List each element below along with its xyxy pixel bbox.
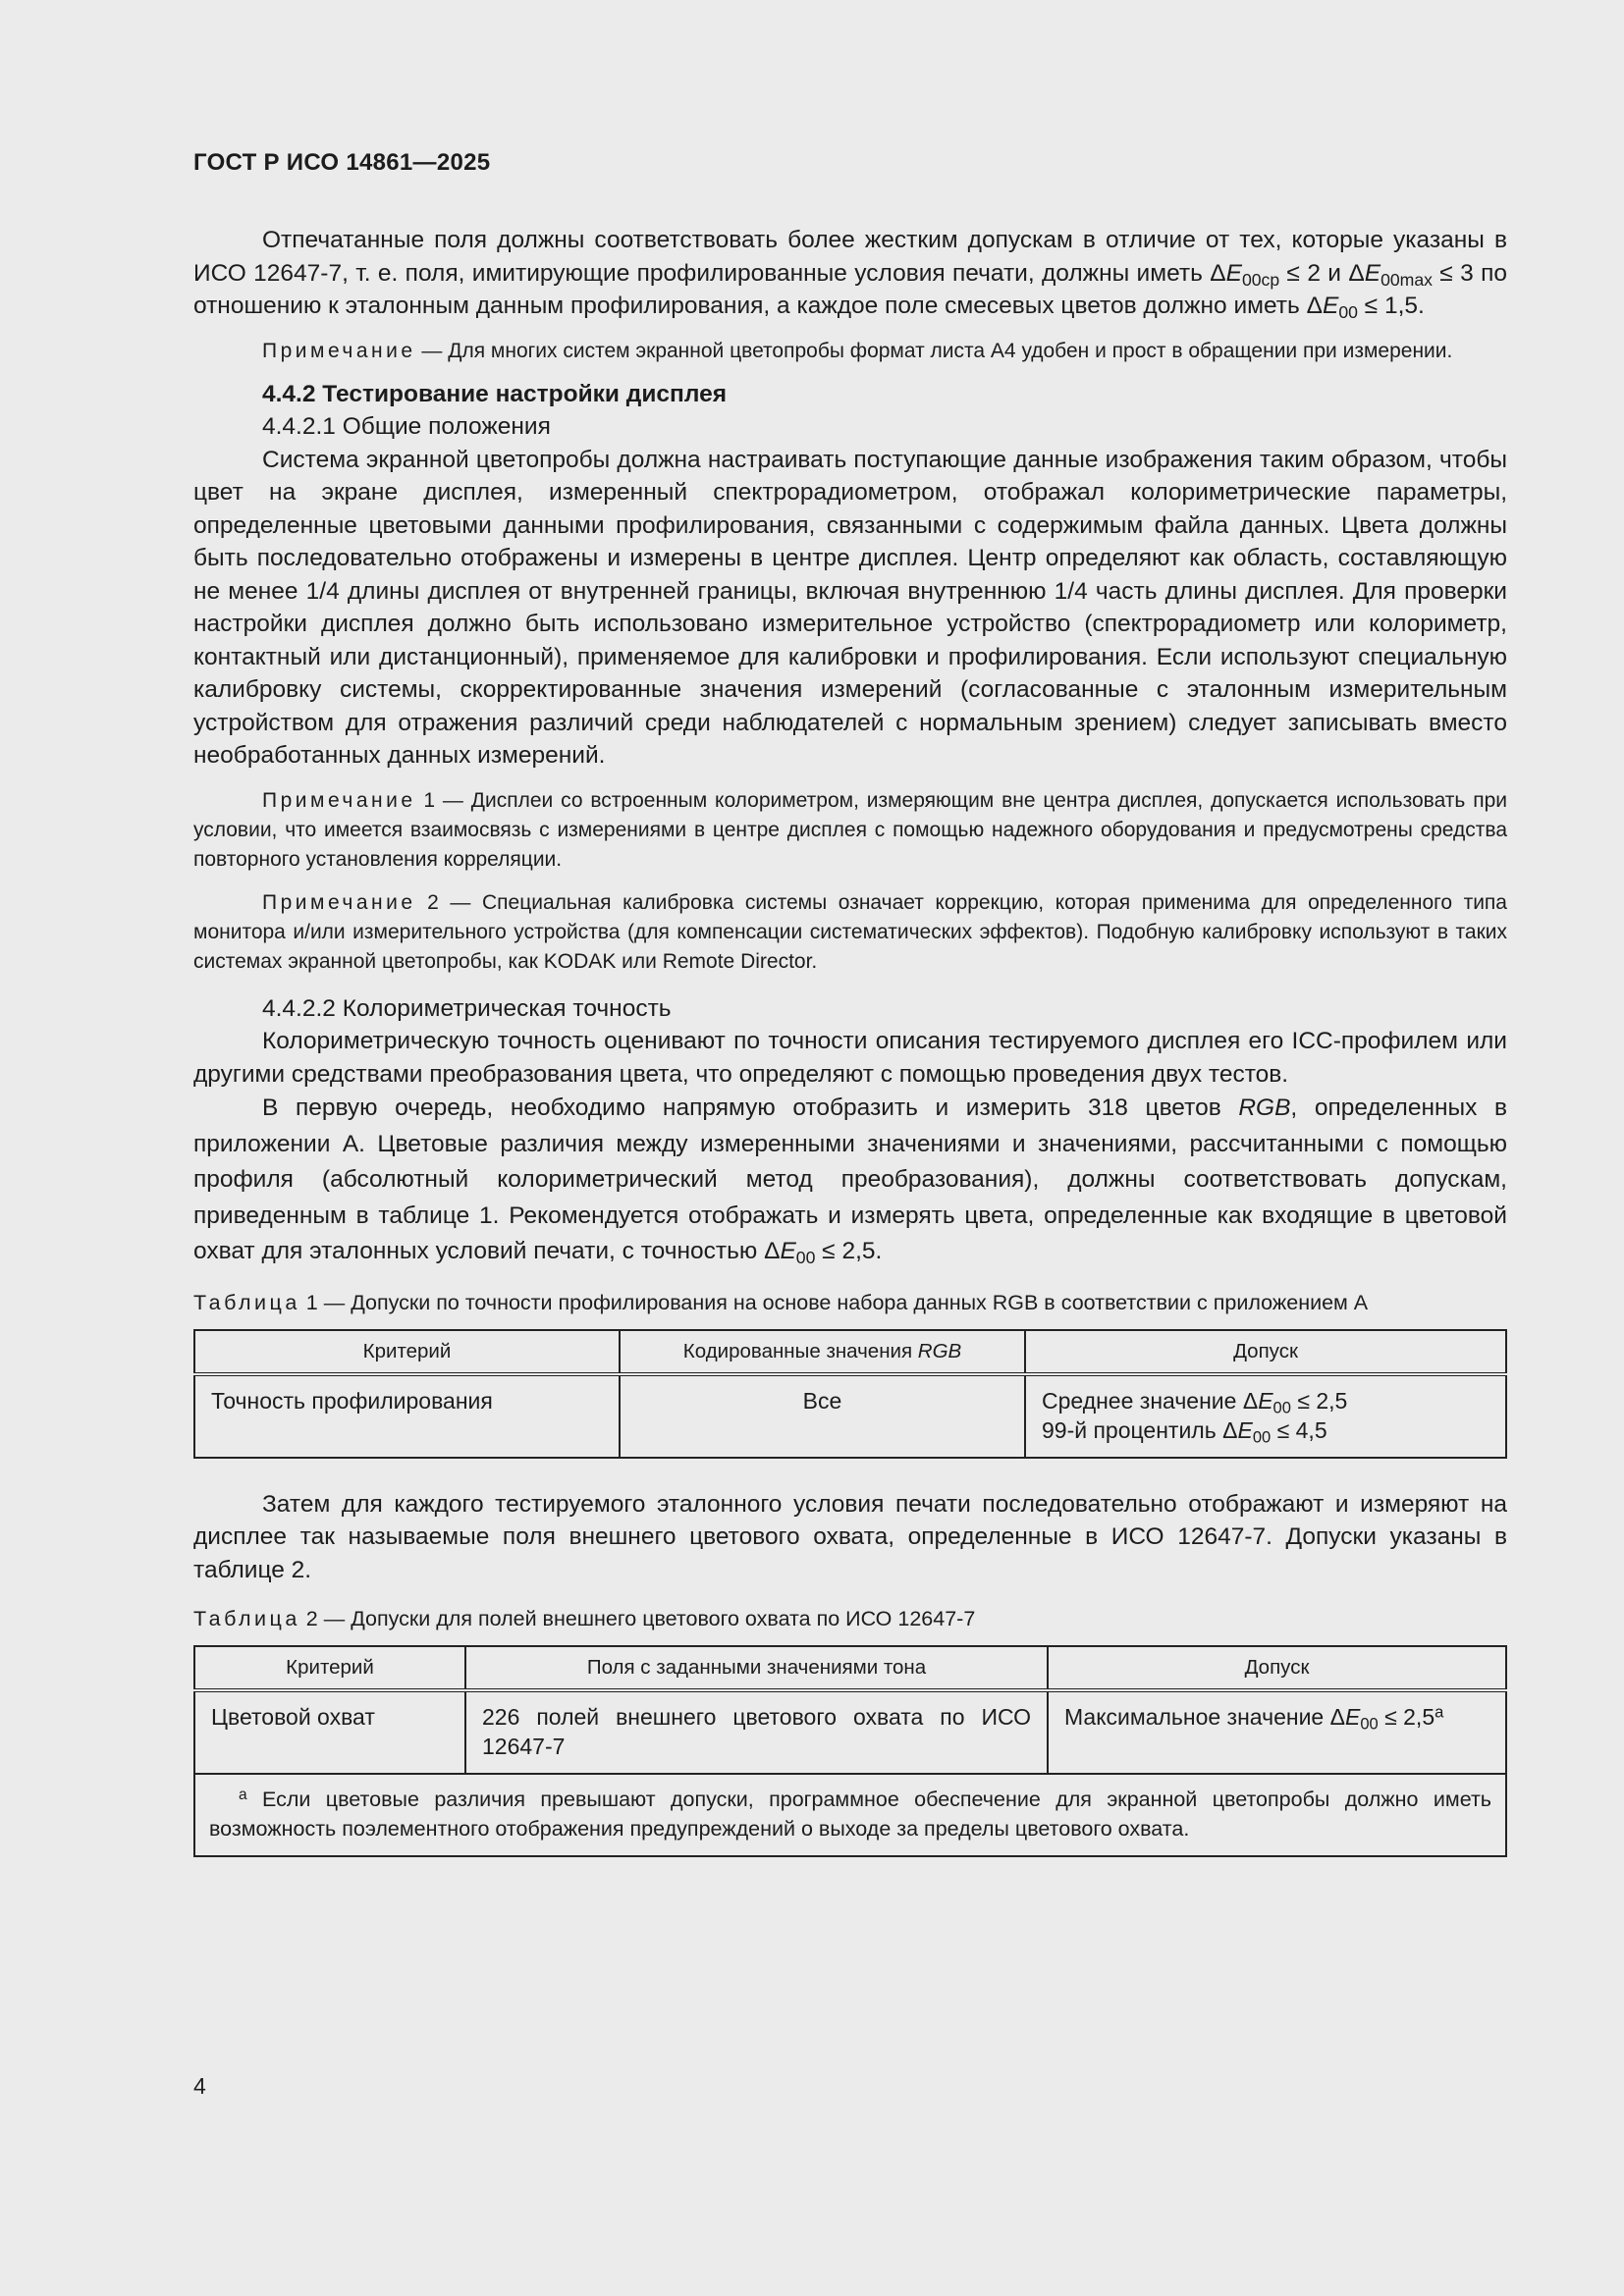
header-cell-criterion: Критерий: [194, 1330, 620, 1374]
cell-tolerance: [1025, 1374, 1506, 1458]
table-header-row: [194, 1330, 1506, 1374]
variable-e: E: [1322, 293, 1339, 319]
delta-symbol: Δ: [1210, 259, 1226, 287]
paragraph-general: Система экранной цветопробы должна настраивать поступающие данные изображения таким образом, чтобы цвет на экране дисплея, измеренный спектрорадиометром, отображал колориметрические параметры, определенные цветовыми данными профилирования, связанными с содержимым файла данных. Цвета должны быть последовательно отображены и измерены в центре дисплея. Центр определяют как область, составляющую не менее 1/4 длины дисплея от внутренней границы, включая внутреннюю 1/4 часть длины дисплея. Для проверки настройки дисплея должно быть использовано измерительное устройство (спектрорадиометр или колориметр, контактный или дистанционный), применяемое для калибровки и профилирования. Если используют специальную калибровку системы, скорректированные значения измерений (согласованные с эталонным измерительным устройством для отражения различий среди наблюдателей с нормальным зрением) следует записывать вместо необработанных данных измерений.: [193, 446, 1507, 769]
delta-symbol: Δ: [1306, 293, 1323, 319]
document-header: ГОСТ Р ИСО 14861—2025: [193, 149, 491, 176]
delta-symbol: Δ: [1329, 1704, 1345, 1730]
cell-criterion: Точность профилирования: [211, 1387, 493, 1414]
text-run: Отпечатанные поля должны соответствовать более жестким допускам в отличие от тех, которые указаны в ИСО 12647-7, т. е. поля, имитирующие профилированные условия печати, должны иметь: [193, 227, 1507, 287]
table-2: [193, 1645, 1507, 1857]
note-a4: [193, 337, 1507, 366]
note-label: Примечание: [262, 890, 416, 914]
subscript: 00ср: [1241, 269, 1280, 290]
paragraph-318-colors: [193, 1091, 1507, 1270]
header-cell-tolerance: Допуск: [1025, 1330, 1506, 1374]
subscript: 00: [795, 1247, 816, 1267]
note-text: 1 — Дисплеи со встроенным колориметром, измеряющим вне центра дисплея, допускается использовать при условии, что имеется взаимосвязь с измерениями в центре дисплея с помощью надежного оборудования и предусмотрены средства повторного установления корреляции.: [193, 788, 1507, 871]
table-2-caption: [193, 1604, 1507, 1633]
cell-coded-values: Все: [620, 1374, 1025, 1458]
cell-tolerance: [1048, 1690, 1506, 1774]
table-footnote-row: [194, 1774, 1506, 1856]
header-cell-criterion: Критерий: [194, 1646, 465, 1690]
text-run: Максимальное значение: [1064, 1704, 1330, 1730]
subscript: 00: [1272, 1398, 1291, 1417]
header-text: Кодированные значения: [682, 1339, 918, 1362]
note-label: Примечание: [262, 788, 416, 812]
note-2: [193, 888, 1507, 977]
page-content: [193, 224, 1507, 1857]
table-row: [194, 1690, 1506, 1774]
section-heading-4-4-2-2: 4.4.2.2 Колориметрическая точность: [262, 994, 672, 1022]
table-row: [194, 1374, 1506, 1458]
table-1-caption: [193, 1288, 1507, 1317]
variable-e: E: [1237, 1416, 1253, 1443]
page-number: 4: [193, 2073, 206, 2099]
text-run: 99-й процентиль: [1042, 1416, 1223, 1443]
paragraph-accuracy: Колориметрическую точность оценивают по точности описания тестируемого дисплея его ICC-профилем или другими средствами преобразования цвета, что определяют с помощью проведения двух тестов.: [193, 1028, 1507, 1088]
caption-label: Таблица: [193, 1290, 300, 1314]
subscript: 00: [1252, 1427, 1272, 1447]
header-cell-fields: Поля с заданными значениями тона: [465, 1646, 1048, 1690]
variable-e: E: [780, 1238, 796, 1264]
delta-symbol: Δ: [764, 1238, 781, 1264]
note-label: Примечание: [262, 339, 416, 362]
caption-text: 1 — Допуски по точности профилирования на основе набора данных RGB в соответствии с приложением А: [299, 1290, 1369, 1314]
table-footnote: [194, 1774, 1506, 1856]
text-run: ≤ 4,5: [1271, 1416, 1327, 1443]
rgb-term: RGB: [1238, 1095, 1291, 1121]
section-heading-4-4-2: 4.4.2 Тестирование настройки дисплея: [262, 380, 727, 407]
variable-e: E: [1364, 259, 1381, 287]
delta-symbol: Δ: [1242, 1387, 1259, 1414]
footnote-marker: a: [239, 1787, 247, 1804]
table-header-row: [194, 1646, 1506, 1690]
footnote-marker: a: [1435, 1702, 1444, 1722]
note-text: — Для многих систем экранной цветопробы формат листа А4 удобен и прост в обращении при измерении.: [415, 339, 1453, 362]
section-heading-4-4-2-1: 4.4.2.1 Общие положения: [262, 413, 551, 440]
text-run: ≤ 2 и: [1279, 259, 1349, 287]
rgb-term: RGB: [917, 1339, 962, 1362]
delta-symbol: Δ: [1348, 259, 1365, 287]
paragraph-tolerances: [193, 224, 1507, 323]
subscript: 00: [1360, 1714, 1379, 1734]
text-run: ≤ 2,5.: [815, 1238, 883, 1264]
text-run: ≤ 2,5: [1378, 1704, 1435, 1730]
footnote-text: Если цветовые различия превышают допуски, программное обеспечение для экранной цветопробы должно иметь возможность поэлементного отображения предупреждений о выходе за пределы цветового охвата.: [209, 1788, 1491, 1841]
variable-e: E: [1344, 1704, 1361, 1730]
delta-symbol: Δ: [1222, 1416, 1238, 1443]
text-run: , определенных в приложении А. Цветовые различия между измеренными значениями и значениями, рассчитанными с помощью профиля (абсолютный колориметрический метод преобразования), должны соответствовать допускам, приведенным в таблице 1. Рекомендуется отображать и измерять цвета, определенные как входящие в цветовой охват для эталонных условий печати, с точностью: [193, 1095, 1507, 1264]
cell-fields: 226 полей внешнего цветового охвата по ИСО 12647-7: [465, 1690, 1048, 1774]
paragraph-then: Затем для каждого тестируемого эталонного условия печати последовательно отображают и измеряют на дисплее так называемые поля внешнего цветового охвата, определенные в ИСО 12647-7. Допуски указаны в таблице 2.: [193, 1490, 1507, 1583]
note-text: 2 — Специальная калибровка системы означает коррекцию, которая применима для определенного типа монитора и/или измерительного устройства (для компенсации систематических эффектов). Подобную калибровку используют в таких системах экранной цветопробы, как KODAK или Remote Director.: [193, 890, 1507, 973]
cell-criterion: Цветовой охват: [211, 1704, 375, 1730]
subscript: 00max: [1380, 269, 1433, 290]
variable-e: E: [1258, 1387, 1273, 1414]
table-1: [193, 1329, 1507, 1459]
header-cell-tolerance: Допуск: [1048, 1646, 1506, 1690]
subscript: 00: [1338, 301, 1358, 322]
text-run: Среднее значение: [1042, 1387, 1243, 1414]
text-run: ≤ 1,5.: [1357, 293, 1425, 319]
text-run: ≤ 2,5: [1290, 1387, 1348, 1414]
text-run: ≤ 3 по отношению к эталонным данным профилирования, а каждое поле смесевых цветов должно иметь: [193, 259, 1507, 319]
variable-e: E: [1225, 259, 1242, 287]
caption-label: Таблица: [193, 1607, 300, 1630]
caption-text: 2 — Допуски для полей внешнего цветового охвата по ИСО 12647-7: [299, 1607, 976, 1630]
text-run: В первую очередь, необходимо напрямую отобразить и измерить 318 цветов: [262, 1095, 1239, 1121]
note-1: [193, 786, 1507, 875]
header-cell-coded-values: [620, 1330, 1025, 1374]
